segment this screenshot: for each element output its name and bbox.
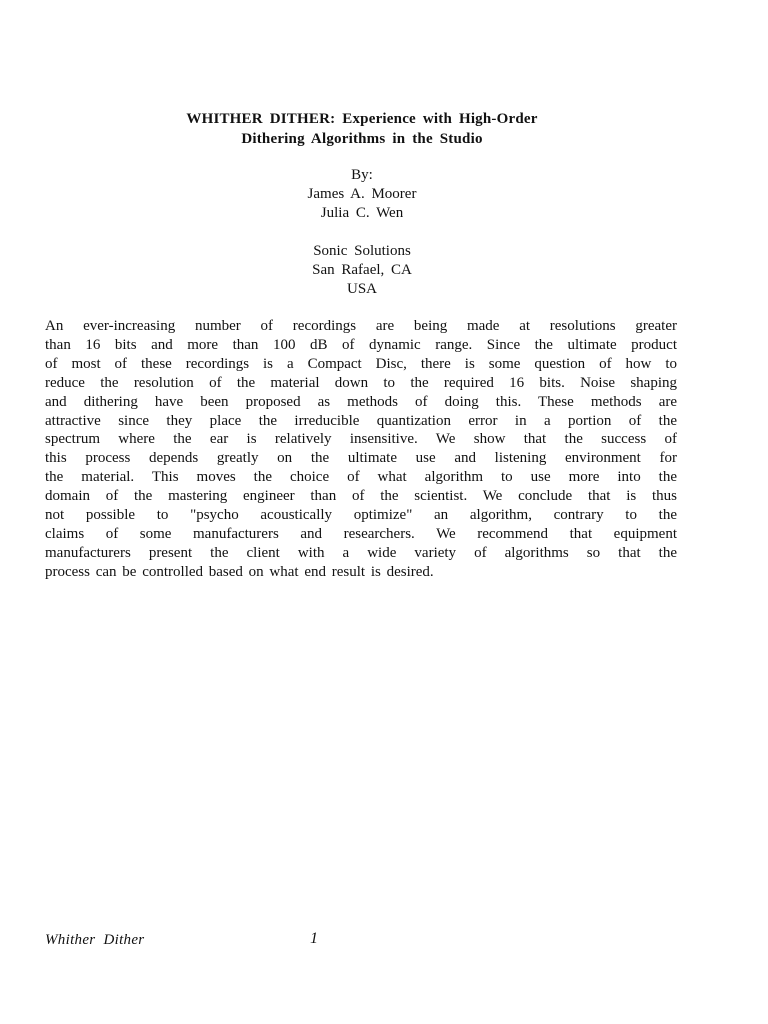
abstract-line: manufacturers present the client with a wide variety of algorithms so that the [45, 544, 677, 561]
abstract [45, 317, 677, 582]
abstract-line: attractive since they place the irreducible quantization error in a portion of the [45, 412, 677, 429]
abstract-line: spectrum where the ear is relatively insensitive. We show that the success of [45, 431, 677, 448]
by-label: By: [351, 167, 373, 183]
abstract-line: the material. This moves the choice of what algorithm to use more into the [45, 469, 677, 486]
abstract-line: this process depends greatly on the ultimate use and listening environment for [45, 450, 677, 467]
affiliation-country: USA [346, 281, 377, 297]
affiliation-organization: Sonic Solutions [313, 243, 411, 259]
author-name: James A. Moorer [307, 186, 417, 202]
abstract-line: process can be controlled based on what end result is desired. [45, 563, 434, 580]
abstract-line: An ever-increasing number of recordings are being made at resolutions greater [45, 318, 677, 334]
affiliation-block [0, 242, 724, 299]
abstract-line: claims of some manufacturers and researchers. We recommend that equipment [45, 525, 677, 542]
abstract-line: than 16 bits and more than 100 dB of dynamic range. Since the ultimate product [45, 336, 677, 353]
title-line-1: WHITHER DITHER: Experience with High-Order [186, 111, 538, 127]
abstract-line: not possible to "psycho acoustically optimize" an algorithm, contrary to the [45, 507, 677, 524]
page-number: 1 [310, 930, 318, 947]
author-block [0, 166, 724, 223]
affiliation-city: San Rafael, CA [312, 262, 412, 278]
title-line-2: Dithering Algorithms in the Studio [241, 131, 483, 147]
paper-title [0, 109, 724, 149]
abstract-line: reduce the resolution of the material down to the required 16 bits. Noise shaping [45, 374, 677, 391]
author-name: Julia C. Wen [320, 205, 404, 221]
abstract-line: domain of the mastering engineer than of the scientist. We conclude that is thus [45, 488, 677, 505]
abstract-line: and dithering have been proposed as methods of doing this. These methods are [45, 393, 677, 410]
abstract-line: of most of these recordings is a Compact Disc, there is some question of how to [45, 355, 677, 372]
running-footer-title: Whither Dither [45, 932, 145, 948]
